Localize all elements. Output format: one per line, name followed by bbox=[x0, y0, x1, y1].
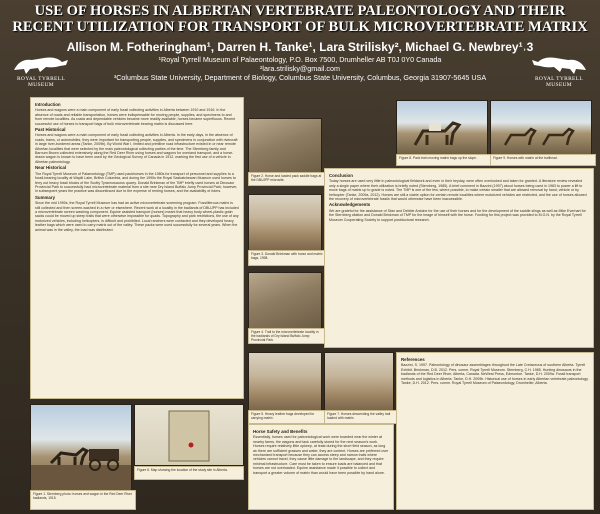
figure-6-caption: Figure 6. Map showing the location of the study site in Alberta. bbox=[134, 466, 244, 480]
museum-logo-right bbox=[528, 50, 590, 88]
figure-1-caption: Figure 1. Sternberg photo: horses and wagon in the Red Deer River badlands, 1915. bbox=[30, 490, 136, 510]
references-heading: References bbox=[401, 357, 425, 362]
figure-3-photo bbox=[248, 194, 322, 252]
conclusion-body: Today horses are used very little in paleontological fieldwork and even in their heyday, were often overlooked and taken for granted. A literature review revealed only a single paper where their utilization is briefly noted (Sternberg, 1985). A brief comment in Bazzini (1997) about horses being used in 1983 to power a lift to move bags of matrix up to grade is noted. The TMP is one of the few, where possible, to make certain smaller that are allowed removal by hand, vehicle or by helicopter (Tanke, 2009a, 2012). Horses are still a viable option for certain remote localities where motorized vehicles are restricted, and the use of horses allowed the recovery of microvertebrate fossils that would otherwise have been inaccessible. bbox=[329, 179, 587, 202]
intro-heading: Introduction bbox=[35, 102, 61, 107]
near-historical-heading: Near Historical bbox=[35, 165, 66, 171]
summary-body: Since the mid 1990s, the Royal Tyrrell Museum has had an active microvertebrate screening program. Fossiliferous matrix is still collected and then screen-washed in a river or elsewhere. Recent work at a locality in the badlands of DBUJPP has included a microvertebrate screen washing component. Equine assisted transport (horses) meant that heavy body wheel-plastic grain sacks could be moved up steep trails that were otherwise impossible for quads. Topography and park restrictions, the use of any motorized vehicles, including helicopters, is difficult and prohibited. Local ranchers were contacted and they developed heavy leather bags which were used to carry matrix out of the valley. These packs were used successfully for several years. When the animal was in the valley, the load was distributed. bbox=[35, 201, 239, 232]
horse-safety-panel bbox=[248, 424, 394, 510]
references-panel bbox=[396, 352, 594, 510]
figure-1-photo bbox=[30, 404, 132, 492]
summary-heading: Summary bbox=[35, 194, 56, 200]
museum-logo-left bbox=[10, 50, 72, 88]
right-text-panel bbox=[324, 168, 594, 348]
figure-4-photo bbox=[248, 272, 322, 330]
figure-5-caption: Figure 5. Heavy leather bags developed for carrying matrix. bbox=[248, 410, 326, 424]
left-text-panel bbox=[30, 97, 244, 399]
figure-4-caption: Figure 4. Trail to the microvertebrate locality in the badlands of Dry Island Buffalo Jump Provincial Park. bbox=[248, 328, 326, 344]
dinosaur-logo-icon bbox=[10, 50, 72, 76]
past-historical-heading: Past Historical bbox=[35, 127, 66, 133]
horse-wagon-icon bbox=[31, 405, 131, 491]
horse-safety-body: Essentially, horses used for paleontological work were boarded near the winter at nearby farms, the wagons and tack carefully stored for the next season's work. Horses require relatively little upkeep, at least during the short field season, as long as there are sufficient grasses and water, they are content. Horses are preferred over mechanized transport because they can access steep and narrow trails where vehicles cannot travel, they cause little damage to the landscape, and they require minimal infrastructure. Care must be taken to ensure loads are balanced and that horses are not overloaded. Equine assistance made it possible to collect and transport a greater volume of matrix than would have been possible by hand alone. bbox=[253, 435, 389, 475]
riders-icon bbox=[491, 101, 591, 155]
authors: Allison M. Fotheringham¹, Darren H. Tanke¹, Lara Strilisky², Michael G. Newbrey¹˒3 bbox=[66, 40, 534, 54]
affiliation-2: ²lara.strilisky@gmail.com bbox=[260, 64, 340, 73]
acknowledgements-body: We are grateful for the assistance of Stan and Debbie Antoine for the use of their horses and for the development of the saddle slings as well as Mike Everhart for the Sternberg citation and Donald Brinkman of TMP for the image of himself with the horse. Funding for this project was provided to M.G.N. by the Royal Tyrrell Museum Cooperating Society to support postdoctoral research. bbox=[329, 208, 586, 222]
affiliation-3: ³Columbus State University, Department of Biology, Columbus State University, Columbus, Georgia 31907-5645 USA bbox=[113, 73, 487, 82]
poster-title: USE OF HORSES IN ALBERTAN VERTEBRATE PALEONTOLOGY AND THEIR RECENT UTILIZATION FOR TRANSPORT OF BULK MICROVERTEBRATE MATRIX bbox=[12, 3, 588, 35]
past-historical-body: Horses and wagons were a main component of early fossil collecting activities in Alberta. In the early days, in the absence of roads, trains, or automobiles, they were important for transporting people, supplies, and specimens in conjunction with rivercraft in large river-bordered areas (Tanke, 2009b). By World War I, limited and primitive road infrastructure existed in or near remote Albertan localities that were selected by the main paleontological collecting parties of the time. The Sternberg family and Barnum Brown collected extensively along the Red Deer River using horses and wagons for overland transport, and a horse-drawn wagon is known to have been used by the Geological Survey of Canada in 1912, marking the first use of a vehicle in Albertan paleontology. bbox=[35, 133, 238, 164]
figure-8-caption: Figure 8. Pack train moving matrix bags up the slope. bbox=[396, 154, 492, 166]
figure-7-photo bbox=[324, 352, 394, 412]
figure-8-photo bbox=[396, 100, 488, 156]
figure-6-map bbox=[134, 404, 244, 466]
horse-pack-icon bbox=[397, 101, 487, 155]
figure-2-caption: Figure 2. Horse and loaded pack saddle bags at the DBUJPP microsite. bbox=[248, 172, 326, 186]
horse-safety-heading: Horse Safety and Benefits bbox=[253, 429, 308, 434]
figure-3-caption: Figure 3. Donald Brinkman with horse and matrix bags, 1998. bbox=[248, 250, 326, 266]
alberta-map-icon bbox=[135, 405, 243, 465]
intro-body: Horses and wagons were a main component of early fossil collecting activities in Alberta between 1910 and 1916. In the absence of roads and reliable transportation, horses were indispensable for moving people, supplies, and specimens to and from remote localities. As roads and dependable vehicles became more readily available, horses became superfluous. Recent successful use of horses to transport bags of bulk microvertebrate bearing matrix is discussed here. bbox=[35, 108, 236, 126]
figure-9-photo bbox=[490, 100, 592, 156]
figure-2-photo bbox=[248, 118, 322, 174]
acknowledgements-heading: Acknowledgements bbox=[329, 202, 371, 208]
figure-5-photo bbox=[248, 352, 322, 412]
figure-7-caption: Figure 7. Horses descending the valley trail loaded with matrix. bbox=[324, 410, 398, 424]
dinosaur-logo-icon bbox=[528, 50, 590, 76]
near-historical-body: The Royal Tyrrell Museum of Palaeontology (TMP) used packhorses in the 1980s for transport of personnel and supplies to a fossil-bearing locality at Wapiti Lake, British Columbia, and during the 1990s the Royal Saskatchewan Museum used horses to ferry out heavy fossil blocks of the Scotty Tyrannosaurus quarry. Donald Brinkman of the TMP briefly used horses at Dinosaur Provincial Park to successfully haul microvertebrate material from a site near Dry Island Buffalo Jump Provincial Park; however, in subsequent years the practice was discontinued due to the expense of renting horses, and the availability of riders. bbox=[35, 171, 238, 194]
affiliation-1: ¹Royal Tyrrell Museum of Palaeontology, P.O. Box 7500, Drumheller AB T0J 0Y0 Canada bbox=[158, 55, 442, 64]
logo-right-text: ROYAL TYRRELL MUSEUM bbox=[534, 76, 584, 88]
conclusion-heading: Conclusion bbox=[329, 173, 353, 178]
poster-header bbox=[0, 0, 600, 94]
figure-9-caption: Figure 9. Horses with matrix at the trailhead. bbox=[490, 154, 596, 166]
logo-left-text: ROYAL TYRRELL MUSEUM bbox=[16, 76, 66, 88]
references-body: Bazzini, S. 1997. Paleontology of dinosaur assemblages throughout the Late Cretaceous of southern Alberta. Tyrrell Exhibit. Brinkman, D.B. 2012. Pers. comm. Royal Tyrrell Museum. Sternberg, C.H. 1985. Hunting dinosaurs in the badlands of the Red Deer River, Alberta, Canada. NeWest Press, Edmonton. Tanke, D.H. 2009a. Fossil transport methods and logistics in Alberta. Tanke, D.H. 2009b. Historical use of horses in early Albertan vertebrate paleontology. Tanke, D.H. 2012. Pers. comm. Royal Tyrrell Museum of Palaeontology, Drumheller, Alberta. bbox=[401, 363, 589, 386]
